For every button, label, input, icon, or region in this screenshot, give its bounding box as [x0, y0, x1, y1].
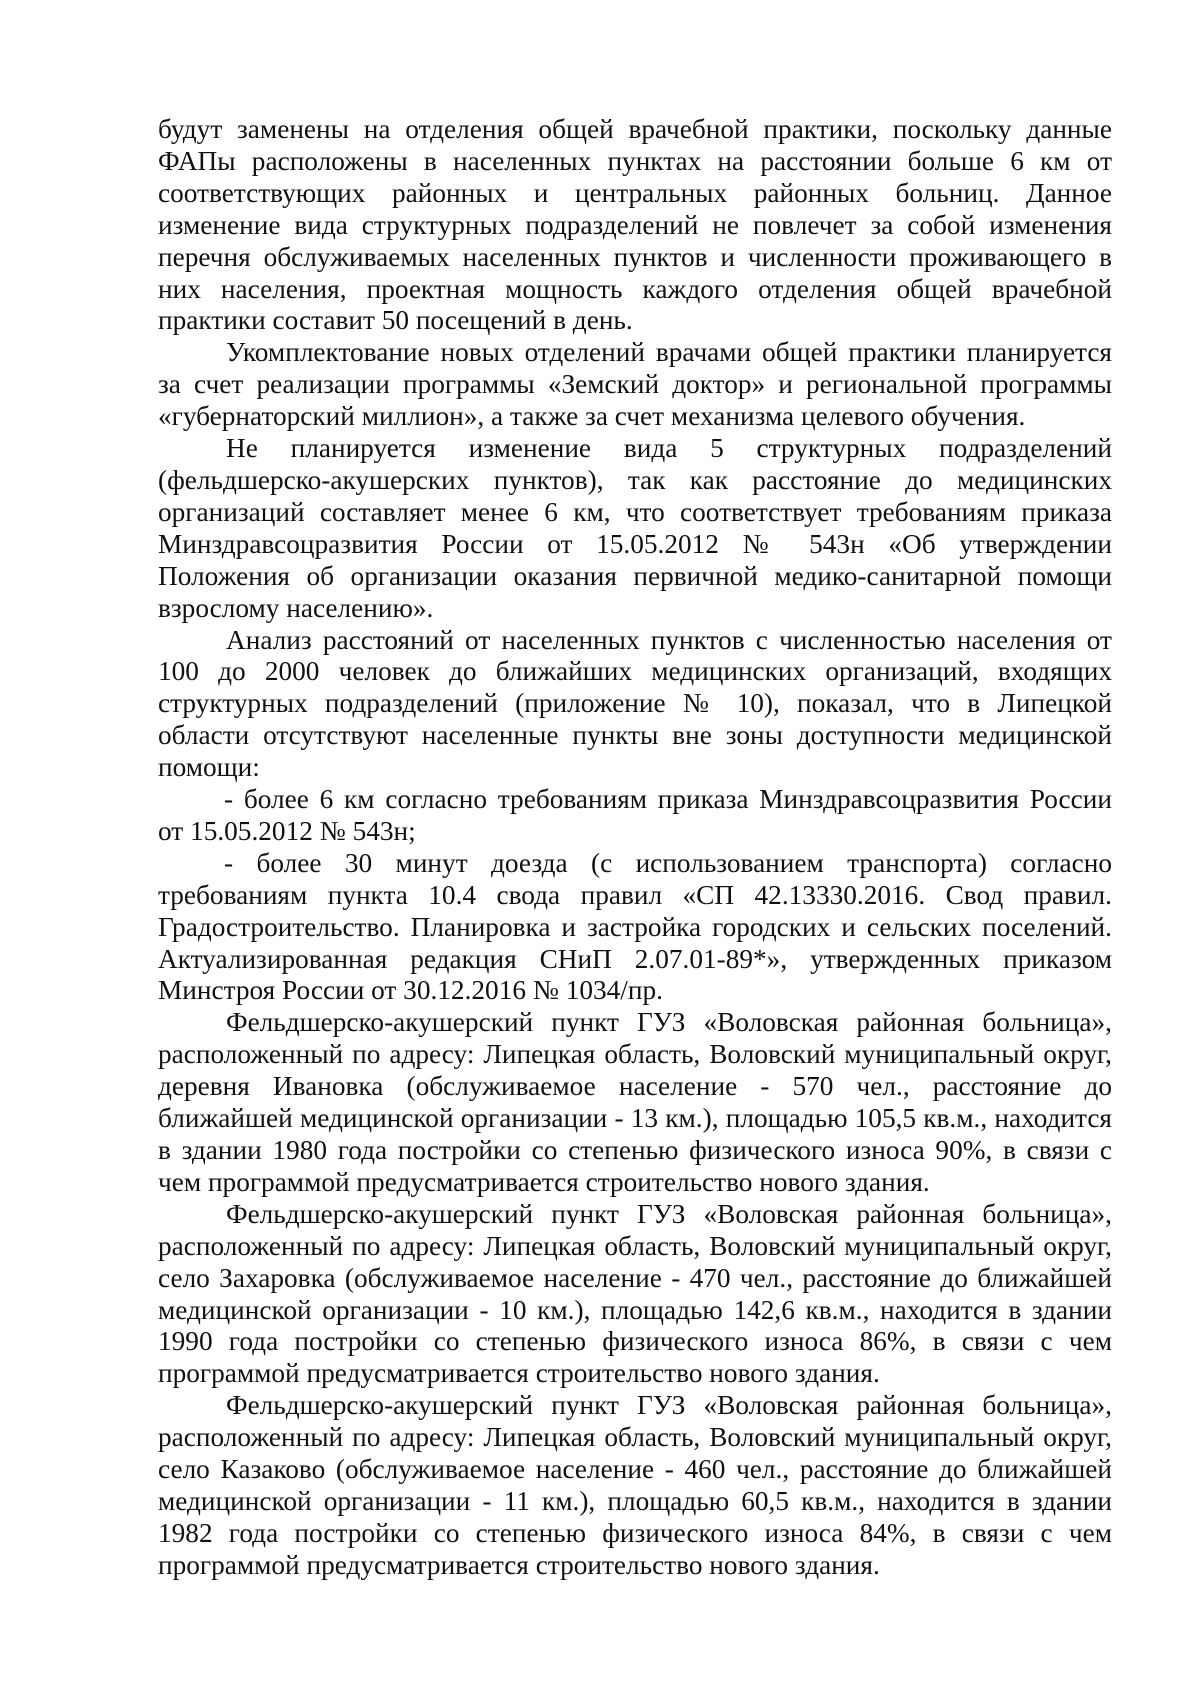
paragraph-continuation: будут заменены на отделения общей врачебной практики, поскольку данные ФАПы расположены в населенных пунктах на расстоянии больше 6 км от соответствующих районных и центральных районных больниц. Данное изменение вида структурных подразделений не повлечет за собой изменения перечня обслуживаемых населенных пунктов и численности проживающего в них населения, проектная мощность каждого отделения общей врачебной практики составит 50 посещений в день. — [158, 114, 1112, 336]
paragraph-fap-zakharovka: Фельдшерско-акушерский пункт ГУЗ «Воловская районная больница», расположенный по адресу: Липецкая область, Воловский муниципальный округ, село Захаровка (обслуживаемое население - 470 чел., расстояние до ближайшей медицинской организации - 10 км.), площадью 142,6 кв.м., находится в здании 1990 года постройки со степенью физического износа 86%, в связи с чем программой предусматривается строительство нового здания. — [158, 1198, 1112, 1389]
paragraph-no-change: Не планируется изменение вида 5 структурных подразделений (фельдшерско-акушерских пунктов), так как расстояние до медицинских организаций составляет менее 6 км, что соответствует требованиям приказа Минздравсоцразвития России от 15.05.2012 № 543н «Об утверждении Положения об организации оказания первичной медико-санитарной помощи взрослому населению». — [158, 433, 1112, 623]
list-item-distance: - более 6 км согласно требованиям приказа Минздравсоцразвития России от 15.05.2012 № 543н; — [158, 784, 1112, 846]
paragraph-staffing: Укомплектование новых отделений врачами общей практики планируется за счет реализации программы «Земский доктор» и региональной программы «губернаторский миллион», а также за счет механизма целевого обучения. — [158, 337, 1112, 432]
paragraph-distance-analysis: Анализ расстояний от населенных пунктов с численностью населения от 100 до 2000 человек до ближайших медицинских организаций, входящих структурных подразделений (приложение № 10), показал, что в Липецкой области отсутствуют населенные пункты вне зоны доступности медицинской помощи: — [158, 624, 1112, 783]
paragraph-fap-kazakovo: Фельдшерско-акушерский пункт ГУЗ «Воловская районная больница», расположенный по адресу: Липецкая область, Воловский муниципальный округ, село Казаково (обслуживаемое население - 460 чел., расстояние до ближайшей медицинской организации - 11 км.), площадью 60,5 кв.м., находится в здании 1982 года постройки со степенью физического износа 84%, в связи с чем программой предусматривается строительство нового здания. — [158, 1390, 1112, 1580]
paragraph-fap-ivanovka: Фельдшерско-акушерский пункт ГУЗ «Воловская районная больница», расположенный по адресу: Липецкая область, Воловский муниципальный округ, деревня Ивановка (обслуживаемое население - 570 чел., расстояние до ближайшей медицинской организации - 13 км.), площадью 105,5 кв.м., находится в здании 1980 года постройки со степенью физического износа 90%, в связи с чем программой предусматривается строительство нового здания. — [158, 1007, 1112, 1197]
list-item-travel-time: - более 30 минут доезда (с использованием транспорта) согласно требованиям пункта 10.4 свода правил «СП 42.13330.2016. Свод правил. Градостроительство. Планировка и застройка городских и сельских поселений. Актуализированная редакция СНиП 2.07.01-89*», утвержденных приказом Минстроя России от 30.12.2016 № 1034/пр. — [158, 847, 1112, 1006]
document-page — [158, 114, 1112, 1582]
